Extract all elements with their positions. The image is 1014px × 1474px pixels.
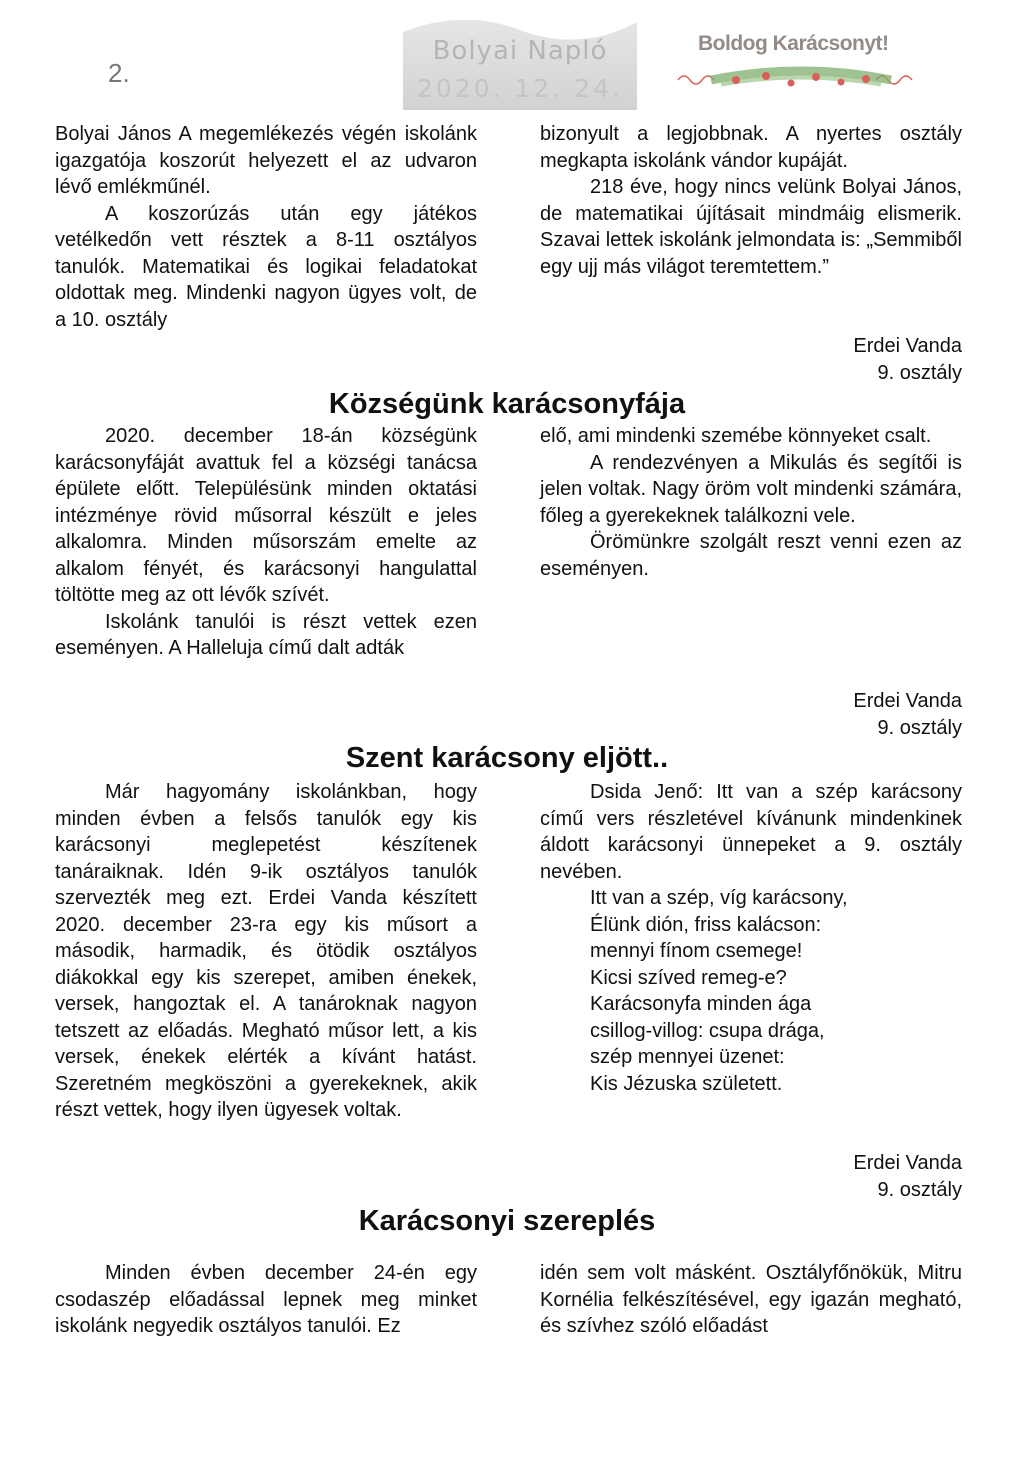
paragraph: elő, ami mindenki szemébe könnyeket csalt.: [540, 425, 932, 447]
article4-left-column: [55, 1260, 477, 1340]
paragraph: 218 éve, hogy nincs velünk Bolyai János, de matematikai újításait mindmáig elismerik. Szavai lettek iskolánk jelmondata is: „Semmiből egy ujj más világot teremtettem.”: [540, 176, 962, 278]
paragraph: idén sem volt másként. Osztályfőnökük, Mitru Kornélia felkészítésével, egy igazán megható, és szívhez szóló előadást: [540, 1262, 962, 1337]
greeting-decoration: [676, 28, 926, 98]
article2-left-column: [55, 423, 477, 662]
paragraph: A rendezvényen a Mikulás és segítői is jelen voltak. Nagy öröm volt mindenki számára, főleg a gyerekeknek találkozni vele.: [540, 451, 962, 527]
article4-title: Karácsonyi szereplés: [358, 1205, 656, 1237]
article3-signature: [853, 1150, 962, 1203]
poem: [540, 885, 962, 1097]
poem-line: Kicsi szíved remeg-e?: [590, 966, 787, 989]
paragraph: Bolyai János A megemlékezés végén iskolánk igazgatója koszorút helyezett el az udvaron lévő emlékműnél.: [55, 123, 477, 198]
newspaper-banner: [403, 14, 637, 110]
article3-left-column: [55, 779, 477, 1124]
author-name: Erdei Vanda: [853, 335, 962, 357]
banner-date: 2020. 12. 24.: [417, 74, 623, 103]
article2-signature: [853, 688, 962, 741]
paragraph: Dsida Jenő: Itt van a szép karácsony című vers részletével kívánunk mindenkinek áldott karácsonyi ünnepeket a 9. osztály nevében.: [540, 781, 962, 883]
greeting-text: Boldog Karácsonyt!: [698, 32, 889, 55]
article1-right-column: [540, 121, 962, 280]
page-number: 2.: [108, 58, 130, 88]
article3-title: Szent karácsony eljött..: [345, 742, 669, 774]
poem-line: Élünk dión, friss kalácson:: [590, 913, 822, 936]
article2-title: Községünk karácsonyfája: [328, 388, 686, 420]
paragraph: A koszorúzás után egy játékos vetélkedőn vett résztek a 8-11 osztályos tanulók. Matematikai és logikai feladatokat oldottak meg. Mindenki nagyon ügyes volt, de a 10. osztály: [55, 202, 477, 331]
article3-right-column: [540, 779, 962, 1097]
paragraph: Minden évben december 24-én egy csodaszép előadással lepnek meg minket iskolánk negyedik osztályos tanulói. Ez: [55, 1262, 477, 1337]
poem-line: csillog-villog: csupa drága,: [590, 1019, 825, 1042]
author-name: Erdei Vanda: [853, 1152, 962, 1174]
poem-line: szép mennyei üzenet:: [590, 1046, 785, 1068]
article2-right-column: [540, 423, 962, 582]
christmas-garland-icon: [676, 58, 926, 98]
paragraph: Már hagyomány iskolánkban, hogy minden évben a felsős tanulók egy kis karácsonyi meglepetést készítenek tanáraiknak. Idén 9-ik osztályos tanulók szervezték meg ezt. Erdei Vanda készített 2020. december 23-ra egy kis műsort a második, harmadik, és ötödik osztályos diákokkal egy kis szerepet, amiben énekek, versek, hangoztak el. A tanároknak nagyon tetszett az előadás. Megható műsor lett, a kis versek, énekek elérték a kívánt hatást. Szeretném megköszöni a gyerekeknek, akik részt vettek, hogy ilyen ügyesek voltak.: [55, 781, 477, 1121]
poem-line: Kis Jézuska született.: [590, 1072, 783, 1095]
poem-line: Karácsonyfa minden ága: [590, 993, 812, 1015]
article4-right-column: [540, 1260, 962, 1340]
author-name: Erdei Vanda: [853, 690, 962, 712]
author-class: 9. osztály: [877, 1178, 962, 1201]
paragraph: bizonyult a legjobbnak. A nyertes osztály megkapta iskolánk vándor kupáját.: [540, 123, 962, 172]
article1-left-column: [55, 121, 477, 333]
paragraph: 2020. december 18-án községünk karácsonyfáját avattuk fel a községi tanácsa épülete előtt. Településünk minden oktatási intézménye rövid műsorral készült e jeles alkalomra. Minden műsorszám emelte az alkalom fényét, és karácsonyi hangulattal töltötte meg az ott lévők szívét.: [55, 425, 477, 606]
paragraph: Iskolánk tanulói is részt vettek ezen eseményen. A Halleluja című dalt adták: [55, 610, 477, 659]
banner-title: Bolyai Napló: [432, 36, 608, 66]
author-class: 9. osztály: [877, 716, 962, 739]
paragraph: Örömünkre szolgált reszt venni ezen az eseményen.: [540, 531, 962, 580]
poem-line: Itt van a szép, víg karácsony,: [590, 887, 848, 909]
poem-line: mennyi fínom csemege!: [590, 940, 803, 962]
article1-signature: [853, 333, 962, 386]
author-class: 9. osztály: [877, 361, 962, 384]
